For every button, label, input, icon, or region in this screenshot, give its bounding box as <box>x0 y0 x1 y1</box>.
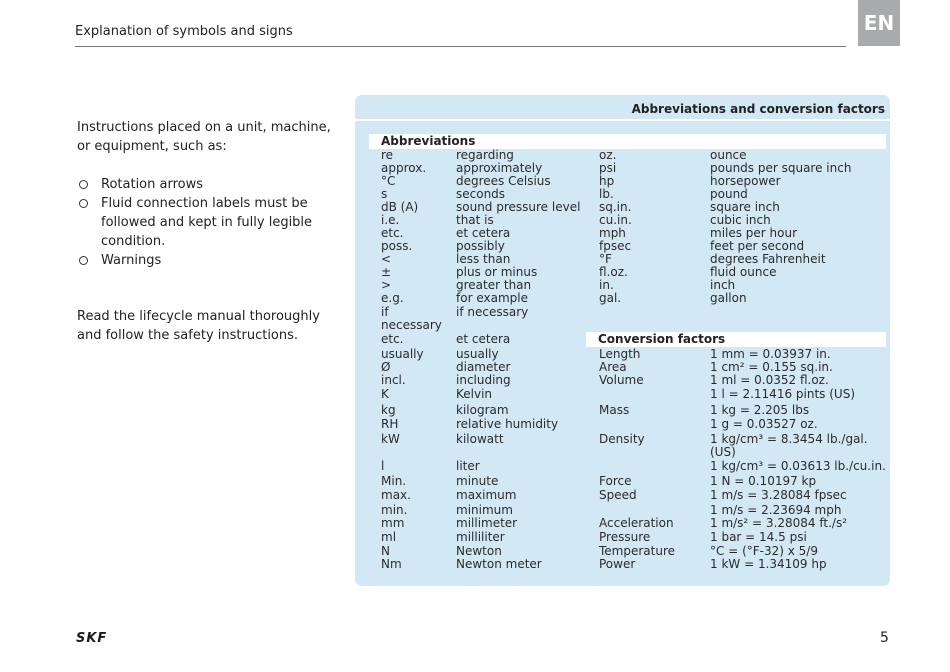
unit-cell: cu.in. <box>599 213 632 227</box>
skf-logo <box>76 631 124 643</box>
unit-cell: Speed <box>599 488 637 502</box>
circle-bullet-icon <box>79 180 88 189</box>
unit-cell: psi <box>599 161 617 175</box>
meaning-cell: sound pressure level <box>456 200 581 214</box>
meaning-cell: millimeter <box>456 516 518 530</box>
unit-cell: Area <box>599 360 627 374</box>
meaning-cell: diameter <box>456 360 511 374</box>
abbreviation-cell: mm <box>381 516 405 530</box>
meaning-cell: less than <box>456 252 511 266</box>
meaning-cell: et cetera <box>456 226 511 240</box>
description-cell: 1 kg/cm³ = 8.3454 lb./gal. <box>710 432 868 446</box>
meaning-cell: greater than <box>456 278 532 292</box>
abbreviation-cell: etc. <box>381 332 404 346</box>
description-cell: 1 kW = 1.34109 hp <box>710 557 827 571</box>
page-title: Explanation of symbols and signs <box>75 24 293 39</box>
meaning-cell: Newton meter <box>456 557 542 571</box>
unit-cell: lb. <box>599 187 614 201</box>
table-row <box>355 558 890 571</box>
abbreviations-heading: Abbreviations <box>369 134 886 149</box>
abbreviation-cell: approx. <box>381 161 427 175</box>
meaning-cell: maximum <box>456 488 517 502</box>
description-cell: fluid ounce <box>710 265 777 279</box>
unit-cell: hp <box>599 174 615 188</box>
instructions-column <box>77 118 337 345</box>
description-cell: 1 kg/cm³ = 0.03613 lb./cu.in. <box>710 459 886 473</box>
panel-title-divider <box>355 119 890 121</box>
meaning-cell: degrees Celsius <box>456 174 551 188</box>
abbreviation-cell: kg <box>381 403 396 417</box>
unit-cell: Temperature <box>599 544 676 558</box>
abbreviation-cell: Nm <box>381 557 402 571</box>
abbreviation-cell: RH <box>381 417 399 431</box>
meaning-cell: kilogram <box>456 403 509 417</box>
meaning-cell: liter <box>456 459 480 473</box>
abbreviation-cell: min. <box>381 503 408 517</box>
unit-cell: oz. <box>599 148 617 162</box>
page-number: 5 <box>880 630 889 646</box>
description-cell: 1 m/s² = 3.28084 ft./s² <box>710 516 848 530</box>
description-cell: °C = (°F-32) x 5/9 <box>710 544 818 558</box>
meaning-cell: kilowatt <box>456 432 504 446</box>
abbreviation-cell: ± <box>381 265 392 279</box>
abbreviation-cell: ml <box>381 530 397 544</box>
table-row <box>355 531 890 544</box>
list-item: Warnings <box>77 251 337 270</box>
instructions-intro: Instructions placed on a unit, machine, or equipment, such as: <box>77 120 331 154</box>
abbreviation-cell: Ø <box>381 360 391 374</box>
unit-cell: Force <box>599 474 632 488</box>
meaning-cell: regarding <box>456 148 514 162</box>
meaning-cell: approximately <box>456 161 543 175</box>
meaning-cell: if necessary <box>456 305 529 319</box>
description-cell: 1 g = 0.03527 oz. <box>710 417 818 431</box>
abbreviation-cell: i.e. <box>381 213 400 227</box>
meaning-cell: minute <box>456 474 499 488</box>
meaning-cell: milliliter <box>456 530 505 544</box>
abbreviation-cell: K <box>381 387 389 401</box>
abbreviation-cell: l <box>381 459 385 473</box>
table-row <box>355 292 890 305</box>
unit-cell: fpsec <box>599 239 632 253</box>
description-cell: miles per hour <box>710 226 798 240</box>
unit-cell: Mass <box>599 403 630 417</box>
table-row <box>355 446 890 459</box>
meaning-cell: that is <box>456 213 494 227</box>
table-row <box>355 388 890 401</box>
abbreviation-cell: max. <box>381 488 411 502</box>
unit-cell: fl.oz. <box>599 265 628 279</box>
abbreviation-cell: e.g. <box>381 291 404 305</box>
description-cell: 1 m/s = 2.23694 mph <box>710 503 842 517</box>
description-cell: pound <box>710 187 748 201</box>
meaning-cell: relative humidity <box>456 417 559 431</box>
description-cell: 1 kg = 2.205 lbs <box>710 403 810 417</box>
unit-cell: mph <box>599 226 626 240</box>
description-cell: horsepower <box>710 174 781 188</box>
table-row <box>355 374 890 387</box>
abbreviation-cell: < <box>381 252 392 266</box>
abbreviation-cell: etc. <box>381 226 404 240</box>
abbreviation-cell: kW <box>381 432 400 446</box>
description-cell: (US) <box>710 445 736 459</box>
abbreviations-panel <box>355 95 890 586</box>
meaning-cell: seconds <box>456 187 506 201</box>
table-row <box>355 475 890 488</box>
header-divider <box>75 46 846 47</box>
meaning-cell: Kelvin <box>456 387 493 401</box>
list-item: Rotation arrows <box>77 175 337 194</box>
description-cell: 1 mm = 0.03937 in. <box>710 347 831 361</box>
list-item: Fluid connection labels must be followed and kept in fully legible condition. <box>77 194 337 251</box>
abbreviation-cell: re <box>381 148 394 162</box>
abbreviation-cell: Min. <box>381 474 407 488</box>
abbreviation-cell: > <box>381 278 392 292</box>
table-row <box>355 517 890 530</box>
table-row <box>355 404 890 417</box>
table-row <box>355 433 890 446</box>
unit-cell: in. <box>599 278 614 292</box>
description-cell: ounce <box>710 148 747 162</box>
table-row <box>355 279 890 292</box>
table-row <box>355 333 890 346</box>
table-row <box>355 175 890 188</box>
description-cell: pounds per square inch <box>710 161 852 175</box>
description-cell: inch <box>710 278 736 292</box>
table-row <box>355 266 890 279</box>
description-cell: square inch <box>710 200 780 214</box>
unit-cell: °F <box>599 252 612 266</box>
abbreviation-cell: poss. <box>381 239 413 253</box>
table-row <box>355 162 890 175</box>
meaning-cell: plus or minus <box>456 265 538 279</box>
circle-bullet-icon <box>79 256 88 265</box>
abbreviation-cell: N <box>381 544 390 558</box>
description-cell: degrees Fahrenheit <box>710 252 826 266</box>
unit-cell: Volume <box>599 373 644 387</box>
description-cell: 1 ml = 0.0352 fl.oz. <box>710 373 829 387</box>
abbreviation-cell: usually <box>381 347 424 361</box>
description-cell: 1 bar = 14.5 psi <box>710 530 807 544</box>
unit-cell: sq.in. <box>599 200 632 214</box>
language-badge: EN <box>858 0 900 46</box>
unit-cell: Acceleration <box>599 516 674 530</box>
description-cell: feet per second <box>710 239 805 253</box>
description-cell: cubic inch <box>710 213 771 227</box>
meaning-cell: possibly <box>456 239 505 253</box>
abbreviation-cell: if <box>381 305 389 319</box>
table-row <box>355 418 890 431</box>
instructions-list <box>77 175 337 270</box>
abbreviation-cell: s <box>381 187 388 201</box>
meaning-cell: Newton <box>456 544 502 558</box>
description-cell: gallon <box>710 291 747 305</box>
unit-cell: Pressure <box>599 530 651 544</box>
abbreviation-cell: necessary <box>381 318 442 332</box>
description-cell: 1 cm² = 0.155 sq.in. <box>710 360 833 374</box>
unit-cell: Power <box>599 557 636 571</box>
meaning-cell: et cetera <box>456 332 511 346</box>
meaning-cell: minimum <box>456 503 513 517</box>
unit-cell: Density <box>599 432 645 446</box>
skf-logo-text: SKF <box>76 631 108 643</box>
panel-title: Abbreviations and conversion factors <box>631 102 885 116</box>
abbreviation-cell: incl. <box>381 373 406 387</box>
circle-bullet-icon <box>79 199 88 208</box>
description-cell: 1 m/s = 3.28084 fpsec <box>710 488 847 502</box>
unit-cell: gal. <box>599 291 622 305</box>
description-cell: 1 N = 0.10197 kp <box>710 474 817 488</box>
table-row <box>355 489 890 502</box>
abbreviation-cell: dB (A) <box>381 200 419 214</box>
unit-cell: Length <box>599 347 641 361</box>
meaning-cell: including <box>456 373 511 387</box>
meaning-cell: usually <box>456 347 499 361</box>
description-cell: 1 l = 2.11416 pints (US) <box>710 387 855 401</box>
table-row <box>355 460 890 473</box>
abbreviation-cell: °C <box>381 174 396 188</box>
read-manual-note: Read the lifecycle manual thoroughly and follow the safety instructions. <box>77 309 320 343</box>
meaning-cell: for example <box>456 291 528 305</box>
table-row <box>355 319 890 332</box>
conversion-factors-heading: Conversion factors <box>586 332 886 347</box>
